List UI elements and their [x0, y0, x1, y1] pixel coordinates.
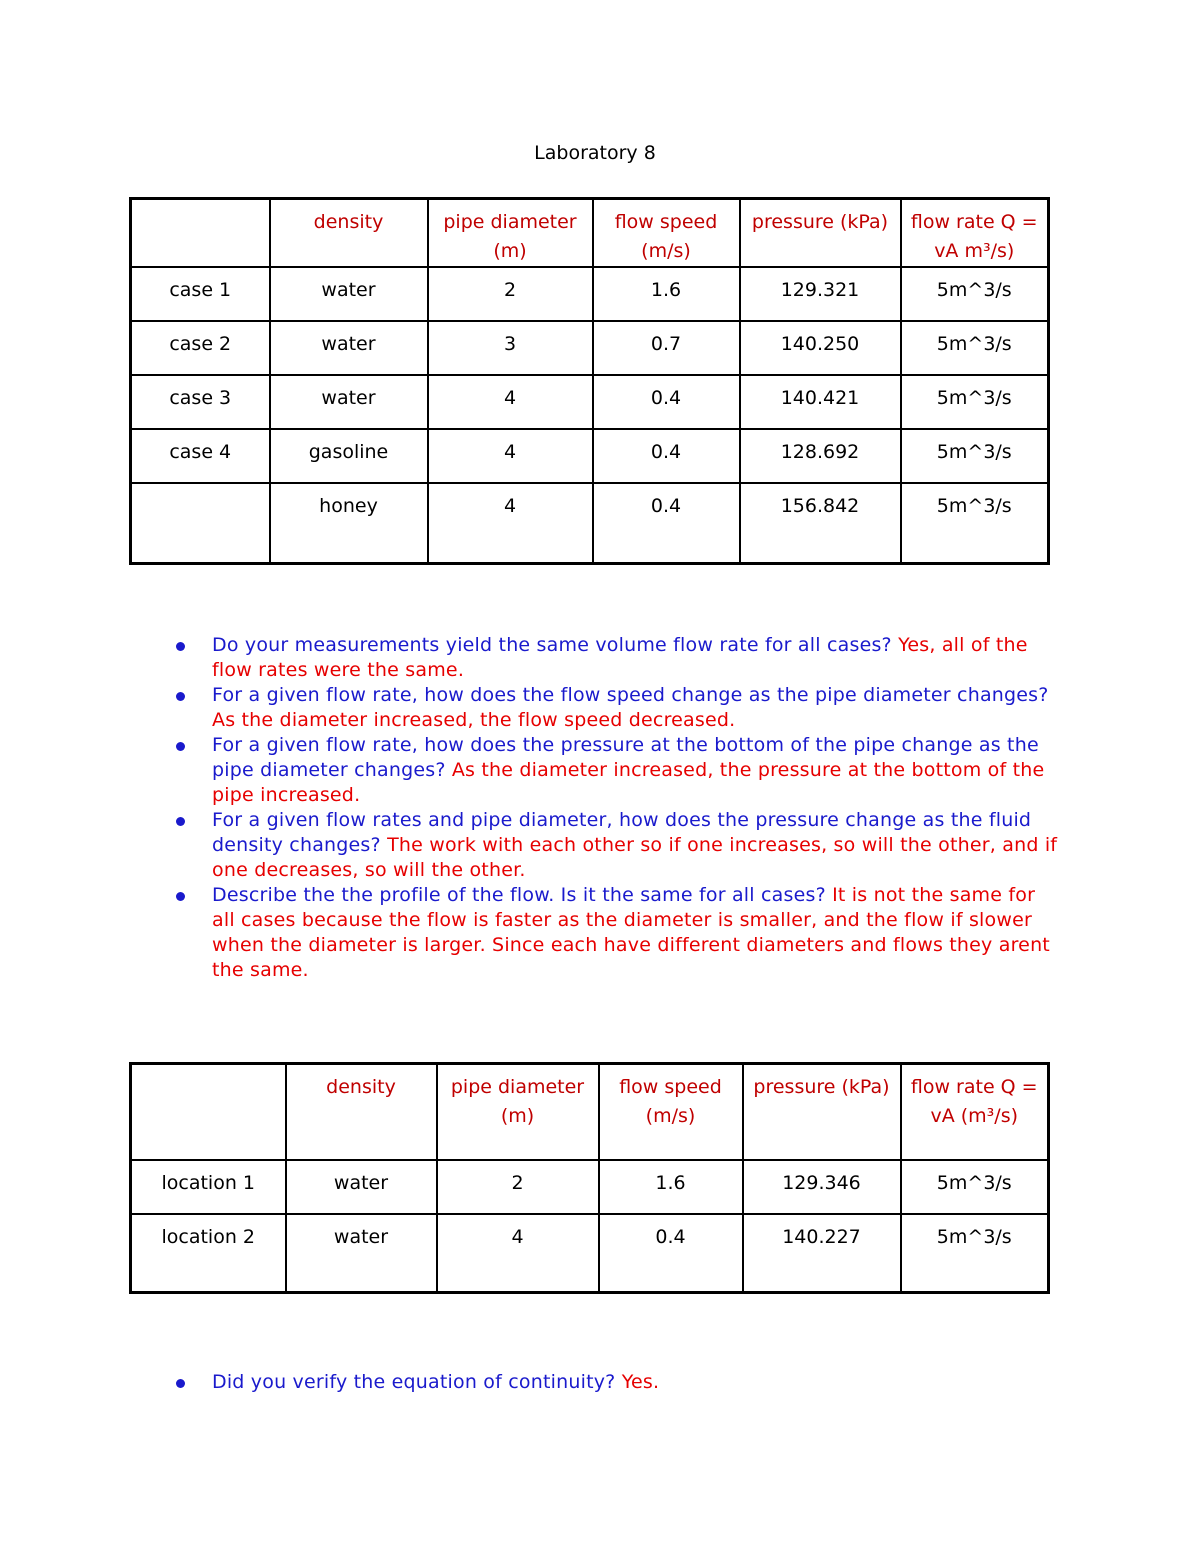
answer-text: Yes. [621, 1371, 660, 1393]
table-cell: 0.4 [593, 375, 740, 429]
table-cell: case 2 [131, 321, 270, 375]
question-text: Do your measurements yield the same volume flow rate for all cases? [212, 634, 892, 656]
table-cell: case 1 [131, 267, 270, 321]
bullet-icon [176, 1379, 185, 1388]
table-cell: location 1 [131, 1160, 286, 1214]
header-cell: flow rate Q = vA (m³/s) [901, 1064, 1049, 1161]
list-item [172, 633, 1064, 683]
bullet-icon [176, 642, 185, 651]
table-row [131, 267, 1049, 321]
question-text: For a given flow rates and pipe diameter, how does the pressure change as the fluid density changes? [212, 809, 1032, 856]
table-row [131, 375, 1049, 429]
header-cell: flow speed (m/s) [593, 199, 740, 268]
table-cell: honey [270, 483, 428, 564]
list-item [172, 683, 1064, 733]
table-cell: 0.4 [599, 1214, 743, 1293]
table-row [131, 1214, 1049, 1293]
question-text: For a given flow rate, how does the flow speed change as the pipe diameter changes? [212, 684, 1049, 706]
table-cell: water [286, 1214, 437, 1293]
header-cell: density [270, 199, 428, 268]
table-cell [131, 483, 270, 564]
table-row [131, 483, 1049, 564]
table-cell: 0.7 [593, 321, 740, 375]
bullet-icon [176, 692, 185, 701]
results-table-cases [129, 197, 1050, 565]
answer-text: As the diameter increased, the flow speed decreased. [212, 709, 736, 731]
table-cell: 4 [428, 429, 593, 483]
table-cell: case 4 [131, 429, 270, 483]
header-cell [131, 1064, 286, 1161]
answer-text: As the diameter increased, the pressure at the bottom of the pipe increased. [212, 759, 1045, 806]
header-cell: pipe diameter (m) [437, 1064, 599, 1161]
bullet-icon [176, 742, 185, 751]
list-item [172, 883, 1064, 983]
answer-text: Yes, all of the flow rates were the same. [212, 634, 1028, 681]
header-cell: pressure (kPa) [740, 199, 901, 268]
list-item [172, 808, 1064, 883]
table-cell: water [270, 321, 428, 375]
table-cell: 140.227 [743, 1214, 901, 1293]
table-cell: water [270, 375, 428, 429]
table-cell: 5m^3/s [901, 1160, 1049, 1214]
question-text: Did you verify the equation of continuity? [212, 1371, 616, 1393]
table-row [131, 321, 1049, 375]
table-cell: water [286, 1160, 437, 1214]
header-cell: flow speed (m/s) [599, 1064, 743, 1161]
table-cell: 140.250 [740, 321, 901, 375]
answer-text: It is not the same for all cases because the flow is faster as the diameter is smaller, and the flow if slower when the diameter is larger. Since each have different diameters and flows they arent the same. [212, 884, 1050, 981]
table-cell: 129.346 [743, 1160, 901, 1214]
table-cell: 5m^3/s [901, 1214, 1049, 1293]
table-cell: 128.692 [740, 429, 901, 483]
table-header-row [131, 1064, 1049, 1161]
table-cell: 5m^3/s [901, 267, 1049, 321]
question-text: For a given flow rate, how does the pressure at the bottom of the pipe change as the pipe diameter changes? [212, 734, 1039, 781]
table-cell: 5m^3/s [901, 429, 1049, 483]
table-cell: 5m^3/s [901, 375, 1049, 429]
table-cell: 2 [437, 1160, 599, 1214]
table-cell: 5m^3/s [901, 483, 1049, 564]
header-cell: pressure (kPa) [743, 1064, 901, 1161]
table-cell: 140.421 [740, 375, 901, 429]
bullet-icon [176, 892, 185, 901]
table-cell: 2 [428, 267, 593, 321]
question-list [172, 1370, 1064, 1395]
table-cell: 5m^3/s [901, 321, 1049, 375]
table-cell: 1.6 [593, 267, 740, 321]
question-list [172, 633, 1064, 983]
table-cell: gasoline [270, 429, 428, 483]
table-cell: 0.4 [593, 483, 740, 564]
table-cell: water [270, 267, 428, 321]
table-cell: 3 [428, 321, 593, 375]
table-cell: case 3 [131, 375, 270, 429]
table-cell: 156.842 [740, 483, 901, 564]
table-row [131, 1160, 1049, 1214]
page-title: Laboratory 8 [534, 142, 656, 164]
answer-text: The work with each other so if one increases, so will the other, and if one decreases, so will the other. [212, 834, 1058, 881]
header-cell [131, 199, 270, 268]
results-table-locations [129, 1062, 1050, 1294]
table-row [131, 429, 1049, 483]
table-cell: location 2 [131, 1214, 286, 1293]
table-cell: 4 [437, 1214, 599, 1293]
header-cell: pipe diameter (m) [428, 199, 593, 268]
bullet-icon [176, 817, 185, 826]
header-cell: flow rate Q = vA m³/s) [901, 199, 1049, 268]
table-cell: 129.321 [740, 267, 901, 321]
list-item [172, 733, 1064, 808]
table-cell: 4 [428, 375, 593, 429]
table-cell: 0.4 [593, 429, 740, 483]
table-cell: 4 [428, 483, 593, 564]
question-text: Describe the the profile of the flow. Is it the same for all cases? [212, 884, 826, 906]
list-item [172, 1370, 1064, 1395]
header-cell: density [286, 1064, 437, 1161]
table-cell: 1.6 [599, 1160, 743, 1214]
table-header-row [131, 199, 1049, 268]
